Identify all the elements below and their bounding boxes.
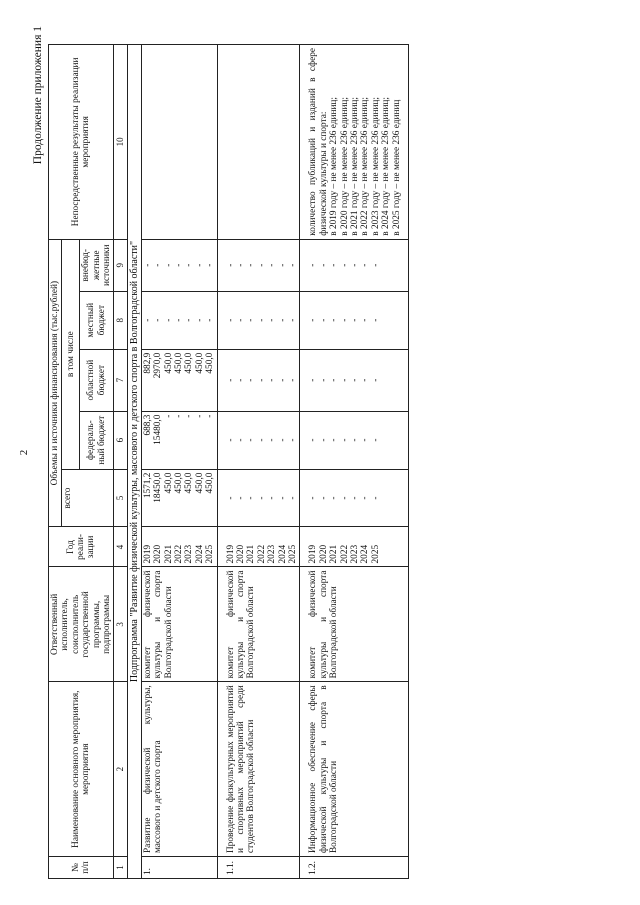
row-results (217, 45, 300, 240)
row-years: 2019 2020 2021 2022 2023 2024 2025 (300, 527, 409, 567)
header-year: Год реали-зации (49, 527, 114, 567)
row-total: - - - - - - - (217, 469, 300, 527)
col-number: 8 (114, 291, 127, 349)
row-regional: - - - - - - - (217, 349, 300, 411)
header-name: Наименование основного мероприятия, мероприятия (49, 682, 114, 857)
row-local: - - - - - - - (300, 291, 409, 349)
page-number: 2 (18, 449, 30, 456)
col-number: 5 (114, 469, 127, 527)
row-results (141, 45, 217, 240)
row-executor: комитет физической культуры и спорта Волгоградской области (300, 567, 409, 682)
row-no: 1. (141, 857, 217, 879)
row-years: 2019 2020 2021 2022 2023 2024 2025 (141, 527, 217, 567)
row-offbudget: - - - - - - - (141, 239, 217, 291)
row-name: Проведение физкультурных мероприятий и спортивных мероприятий среди студентов Волгоградской области (217, 682, 300, 857)
header-funding: Объемы и источники финансирования (тыс.рублей) (49, 239, 62, 527)
col-number: 9 (114, 239, 127, 291)
row-results: количество публикаций и изданий в сфере физической культуры и спорта: в 2019 году – не менее 236 единиц; в 2020 году – не менее 236 единиц; в 2021 году – не менее 236 единиц; в 2022 году – не менее 236 единиц; в 2023 году – не менее 236 единиц; в 2024 году – не менее 236 единиц; в 2025 году – не менее 236 единиц (300, 45, 409, 240)
header-federal: федераль-ный бюджет (80, 411, 114, 469)
row-local: - - - - - - - (217, 291, 300, 349)
col-number: 10 (114, 45, 127, 240)
row-federal: 688,3 15480,0 - - - - - (141, 411, 217, 469)
row-executor: комитет физической культуры и спорта Волгоградской области (217, 567, 300, 682)
row-offbudget: - - - - - - - (300, 239, 409, 291)
header-results: Непосредственные результаты реализации мероприятия (49, 45, 114, 240)
col-number: 7 (114, 349, 127, 411)
row-name: Информационное обеспечение сферы физической культуры и спорта в Волгоградской области (300, 682, 409, 857)
col-number: 2 (114, 682, 127, 857)
row-offbudget: - - - - - - - (217, 239, 300, 291)
table-row (141, 45, 217, 879)
table-row (300, 45, 409, 879)
table-row (217, 45, 300, 879)
row-total: 1571,2 18450,0 450,0 450,0 450,0 450,0 450,0 (141, 469, 217, 527)
row-no: 1.2. (300, 857, 409, 879)
row-no: 1.1. (217, 857, 300, 879)
row-federal: - - - - - - - (217, 411, 300, 469)
col-number: 3 (114, 567, 127, 682)
row-years: 2019 2020 2021 2022 2023 2024 2025 (217, 527, 300, 567)
col-number: 4 (114, 527, 127, 567)
row-regional: 882,9 2970,0 450,0 450,0 450,0 450,0 450,0 (141, 349, 217, 411)
header-executor: Ответственный исполнитель, соисполнитель государственной программы, подпрограммы (49, 567, 114, 682)
col-number: 6 (114, 411, 127, 469)
continuation-label: Продолжение приложения 1 (32, 26, 44, 165)
header-local: местный бюджет (80, 291, 114, 349)
row-federal: - - - - - - - (300, 411, 409, 469)
row-regional: - - - - - - - (300, 349, 409, 411)
row-executor: комитет физической культуры и спорта Волгоградской области (141, 567, 217, 682)
header-no: № п/п (49, 857, 114, 879)
col-number: 1 (114, 857, 127, 879)
header-regional: областной бюджет (80, 349, 114, 411)
row-total: - - - - - - - (300, 469, 409, 527)
header-offbudget: внебюд-жетные источники (80, 239, 114, 291)
row-name: Развитие физической культуры, массового и детского спорта (141, 682, 217, 857)
header-including: в том числе (62, 239, 80, 469)
row-local: - - - - - - - (141, 291, 217, 349)
subprogram-title: Подпрограмма "Развитие физической культуры, массового и детского спорта в Волгоградской области" (127, 45, 141, 879)
funding-table (48, 44, 409, 879)
header-total: всего (62, 469, 114, 527)
